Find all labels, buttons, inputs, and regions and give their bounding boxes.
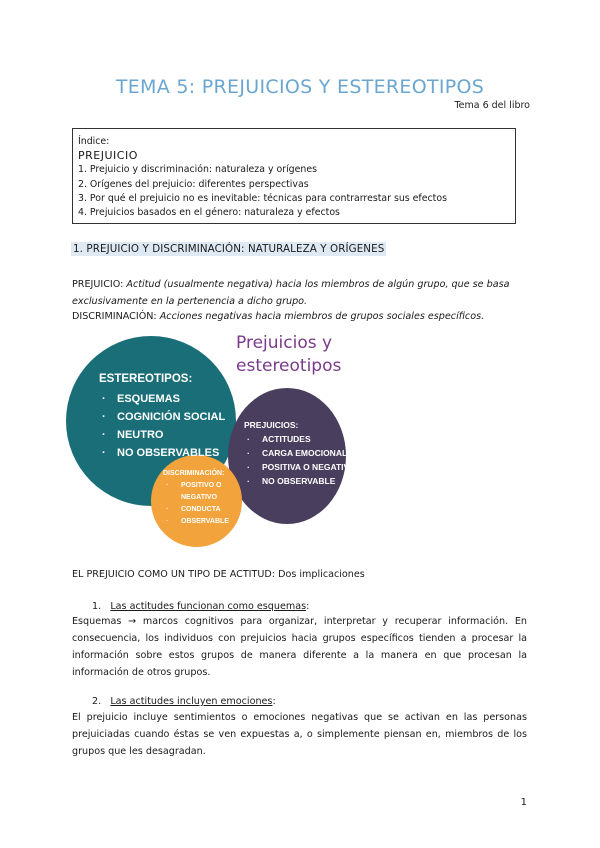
discriminacion-item: · CONDUCTA bbox=[163, 504, 229, 516]
prejuicios-item: · CARGA EMOCIONAL bbox=[244, 446, 355, 460]
discriminacion-item: · POSITIVO O bbox=[163, 480, 229, 492]
point-2-body: El prejuicio incluye sentimientos o emociones negativas que se activan en las personas prejuiciadas cuando éstas se ven expuestas a, o simplemente piensan en, miembros de los grupos que les desagradan. bbox=[72, 712, 527, 757]
prejuicios-heading: PREJUICIOS: bbox=[244, 420, 299, 430]
point-2-title: 2. Las actitudes incluyen emociones: bbox=[92, 696, 276, 707]
prejuicios-item: · POSITIVA O NEGATIVA bbox=[244, 460, 355, 474]
prejuicios-item: · NO OBSERVABLE bbox=[244, 474, 355, 488]
section-heading: 1. PREJUICIO Y DISCRIMINACIÓN: NATURALEZA Y ORÍGENES bbox=[73, 243, 385, 255]
index-box bbox=[72, 128, 516, 224]
book-reference: Tema 6 del libro bbox=[454, 100, 530, 111]
point-title: Las actitudes funcionan como esquemas bbox=[110, 601, 307, 612]
index-item: 2. Orígenes del prejuicio: diferentes perspectivas bbox=[78, 178, 309, 190]
definition-text: Actitud (usualmente negativa) hacia los miembros de algún grupo, que se basa exclusivamente en la pertenencia a dicho grupo. bbox=[72, 279, 510, 307]
discriminacion-heading: DISCRIMINACIÓN: bbox=[163, 470, 225, 477]
discriminacion-item: · OBSERVABLE bbox=[163, 516, 229, 528]
index-heading: Índice: bbox=[78, 136, 110, 147]
index-section: PREJUICIO bbox=[78, 149, 138, 163]
point-1-body: Esquemas → marcos cognitivos para organizar, interpretar y recuperar información. En consecuencia, los individuos con prejuicios hacia grupos específicos tienden a procesar la información sobre estos grupos de manera diferente a la manera en que procesan la información de otros grupos. bbox=[72, 616, 527, 678]
term-discriminacion: DISCRIMINACIÓN: bbox=[72, 311, 157, 322]
index-item: 3. Por qué el prejuicio no es inevitable: técnicas para contrarrestar sus efectos bbox=[78, 192, 447, 204]
term-prejuicio: PREJUICIO: bbox=[72, 279, 124, 290]
discriminacion-item: NEGATIVO bbox=[181, 494, 218, 501]
actitud-heading bbox=[72, 566, 527, 583]
point-1-title: 1. Las actitudes funcionan como esquemas: bbox=[92, 601, 310, 612]
figure-title-line: estereotipos bbox=[236, 356, 342, 376]
definition-prejuicio bbox=[72, 276, 527, 310]
point-number: 2. bbox=[92, 696, 102, 707]
index-item: 1. Prejuicio y discriminación: naturaleza y orígenes bbox=[78, 164, 317, 176]
estereotipos-item: · ESQUEMAS bbox=[99, 390, 225, 408]
figure-title-line: Prejuicios y bbox=[236, 333, 333, 353]
page-title: TEMA 5: PREJUICIOS Y ESTEREOTIPOS bbox=[115, 76, 485, 98]
point-title: Las actitudes incluyen emociones bbox=[110, 696, 273, 707]
prejuicios-item: · ACTITUDES bbox=[244, 432, 355, 446]
figure-title bbox=[236, 332, 341, 378]
estereotipos-heading: ESTEREOTIPOS: bbox=[99, 373, 193, 385]
estereotipos-item: · NEUTRO bbox=[99, 426, 225, 444]
estereotipos-list bbox=[99, 370, 225, 462]
actitud-heading-rest: Dos implicaciones bbox=[278, 569, 365, 580]
estereotipos-item: · NO OBSERVABLES bbox=[99, 444, 225, 462]
point-number: 1. bbox=[92, 601, 102, 612]
discriminacion-list bbox=[163, 468, 229, 528]
page-number: 1 bbox=[520, 797, 527, 808]
definition-discriminacion bbox=[72, 308, 527, 325]
estereotipos-item: · COGNICIÓN SOCIAL bbox=[99, 408, 225, 426]
prejuicios-list bbox=[244, 418, 355, 488]
definition-text: Acciones negativas hacia miembros de grupos sociales específicos. bbox=[159, 311, 485, 322]
index-item: 4. Prejuicios basados en el género: naturaleza y efectos bbox=[78, 207, 340, 219]
actitud-heading-main: EL PREJUICIO COMO UN TIPO DE ACTITUD: bbox=[72, 569, 276, 580]
